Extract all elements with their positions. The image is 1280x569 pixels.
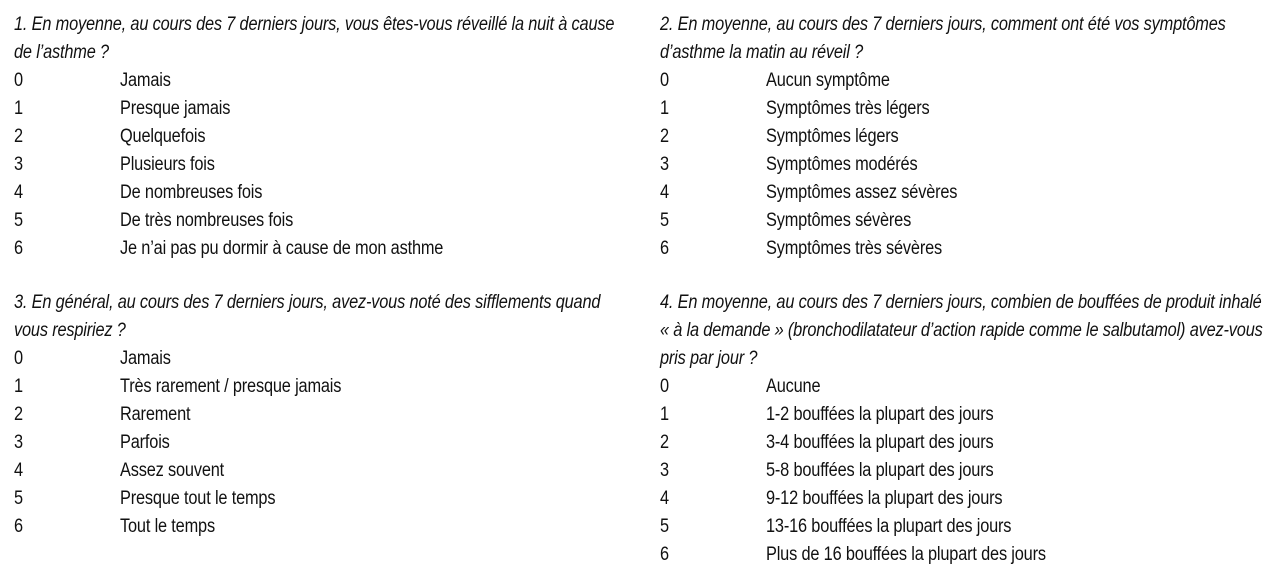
option-score: 0 — [660, 70, 670, 91]
question-4-options — [660, 373, 1270, 569]
option-label: 3-4 bouffées la plupart des jours — [766, 432, 994, 453]
question-2-text: 2. En moyenne, au cours des 7 derniers jours, comment ont été vos symptômes d’asthme la matin au réveil ? — [660, 14, 1226, 63]
option-row — [14, 207, 634, 235]
option-score: 5 — [660, 516, 670, 537]
option-row — [14, 95, 634, 123]
option-score: 1 — [660, 98, 670, 119]
option-score: 6 — [660, 544, 670, 565]
option-row — [660, 95, 1270, 123]
option-score: 1 — [14, 98, 24, 119]
question-1-options — [14, 67, 634, 263]
option-label: Symptômes modérés — [766, 154, 918, 175]
option-label: De nombreuses fois — [120, 182, 263, 203]
option-row — [660, 541, 1270, 569]
question-4 — [660, 289, 1270, 569]
question-4-text: 4. En moyenne, au cours des 7 derniers jours, combien de bouffées de produit inhalé « à la demande » (bronchodilatateur d’action rapide comme le salbutamol) avez-vous pris par jour ? — [660, 292, 1263, 369]
option-label: 5-8 bouffées la plupart des jours — [766, 460, 994, 481]
option-row — [660, 513, 1270, 541]
option-label: Jamais — [120, 348, 171, 369]
option-row — [14, 235, 634, 263]
option-score: 3 — [660, 460, 670, 481]
option-label: Aucun symptôme — [766, 70, 890, 91]
option-label: Symptômes assez sévères — [766, 182, 958, 203]
option-label: Plus de 16 bouffées la plupart des jours — [766, 544, 1046, 565]
option-score: 0 — [660, 376, 670, 397]
option-label: Tout le temps — [120, 516, 215, 537]
option-score: 3 — [14, 432, 24, 453]
option-label: Symptômes sévères — [766, 210, 912, 231]
option-score: 3 — [660, 154, 670, 175]
option-label: Rarement — [120, 404, 191, 425]
option-row — [660, 485, 1270, 513]
option-label: Aucune — [766, 376, 821, 397]
option-score: 6 — [660, 238, 670, 259]
option-row — [14, 345, 634, 373]
option-row — [14, 123, 634, 151]
option-score: 3 — [14, 154, 24, 175]
option-score: 4 — [14, 460, 24, 481]
option-score: 0 — [14, 348, 24, 369]
question-3 — [14, 289, 634, 541]
option-row — [660, 373, 1270, 401]
option-score: 0 — [14, 70, 24, 91]
option-label: 13-16 bouffées la plupart des jours — [766, 516, 1012, 537]
option-row — [14, 373, 634, 401]
option-label: De très nombreuses fois — [120, 210, 294, 231]
option-score: 5 — [14, 210, 24, 231]
option-row — [660, 123, 1270, 151]
option-label: Symptômes très légers — [766, 98, 930, 119]
option-row — [14, 429, 634, 457]
option-score: 1 — [660, 404, 670, 425]
option-label: Quelquefois — [120, 126, 206, 147]
option-row — [14, 401, 634, 429]
option-row — [660, 67, 1270, 95]
option-row — [14, 67, 634, 95]
option-row — [14, 457, 634, 485]
option-label: Symptômes très sévères — [766, 238, 943, 259]
option-row — [14, 151, 634, 179]
option-score: 2 — [14, 126, 24, 147]
option-label: Presque jamais — [120, 98, 231, 119]
option-score: 6 — [14, 516, 24, 537]
option-row — [660, 235, 1270, 263]
question-3-options — [14, 345, 634, 541]
option-label: Symptômes légers — [766, 126, 899, 147]
option-score: 5 — [14, 488, 24, 509]
option-label: Plusieurs fois — [120, 154, 215, 175]
option-score: 1 — [14, 376, 24, 397]
option-score: 6 — [14, 238, 24, 259]
option-score: 2 — [14, 404, 24, 425]
question-2-options — [660, 67, 1270, 263]
option-label: 1-2 bouffées la plupart des jours — [766, 404, 994, 425]
option-row — [14, 485, 634, 513]
option-row — [660, 151, 1270, 179]
option-label: Très rarement / presque jamais — [120, 376, 342, 397]
option-label: Je n’ai pas pu dormir à cause de mon asthme — [120, 238, 444, 259]
option-label: Presque tout le temps — [120, 488, 276, 509]
option-label: Parfois — [120, 432, 170, 453]
option-score: 4 — [660, 182, 670, 203]
option-label: Jamais — [120, 70, 171, 91]
option-score: 4 — [14, 182, 24, 203]
option-row — [660, 401, 1270, 429]
option-row — [660, 179, 1270, 207]
option-row — [660, 207, 1270, 235]
option-score: 2 — [660, 432, 670, 453]
option-row — [14, 513, 634, 541]
option-row — [660, 457, 1270, 485]
option-label: Assez souvent — [120, 460, 225, 481]
option-row — [14, 179, 634, 207]
question-2 — [660, 11, 1270, 263]
option-row — [660, 429, 1270, 457]
question-3-text: 3. En général, au cours des 7 derniers jours, avez-vous noté des sifflements quand vous respiriez ? — [14, 292, 601, 341]
question-1-text: 1. En moyenne, au cours des 7 derniers jours, vous êtes-vous réveillé la nuit à cause de l’asthme ? — [14, 14, 615, 63]
option-score: 4 — [660, 488, 670, 509]
option-score: 5 — [660, 210, 670, 231]
question-1 — [14, 11, 634, 263]
option-label: 9-12 bouffées la plupart des jours — [766, 488, 1003, 509]
option-score: 2 — [660, 126, 670, 147]
